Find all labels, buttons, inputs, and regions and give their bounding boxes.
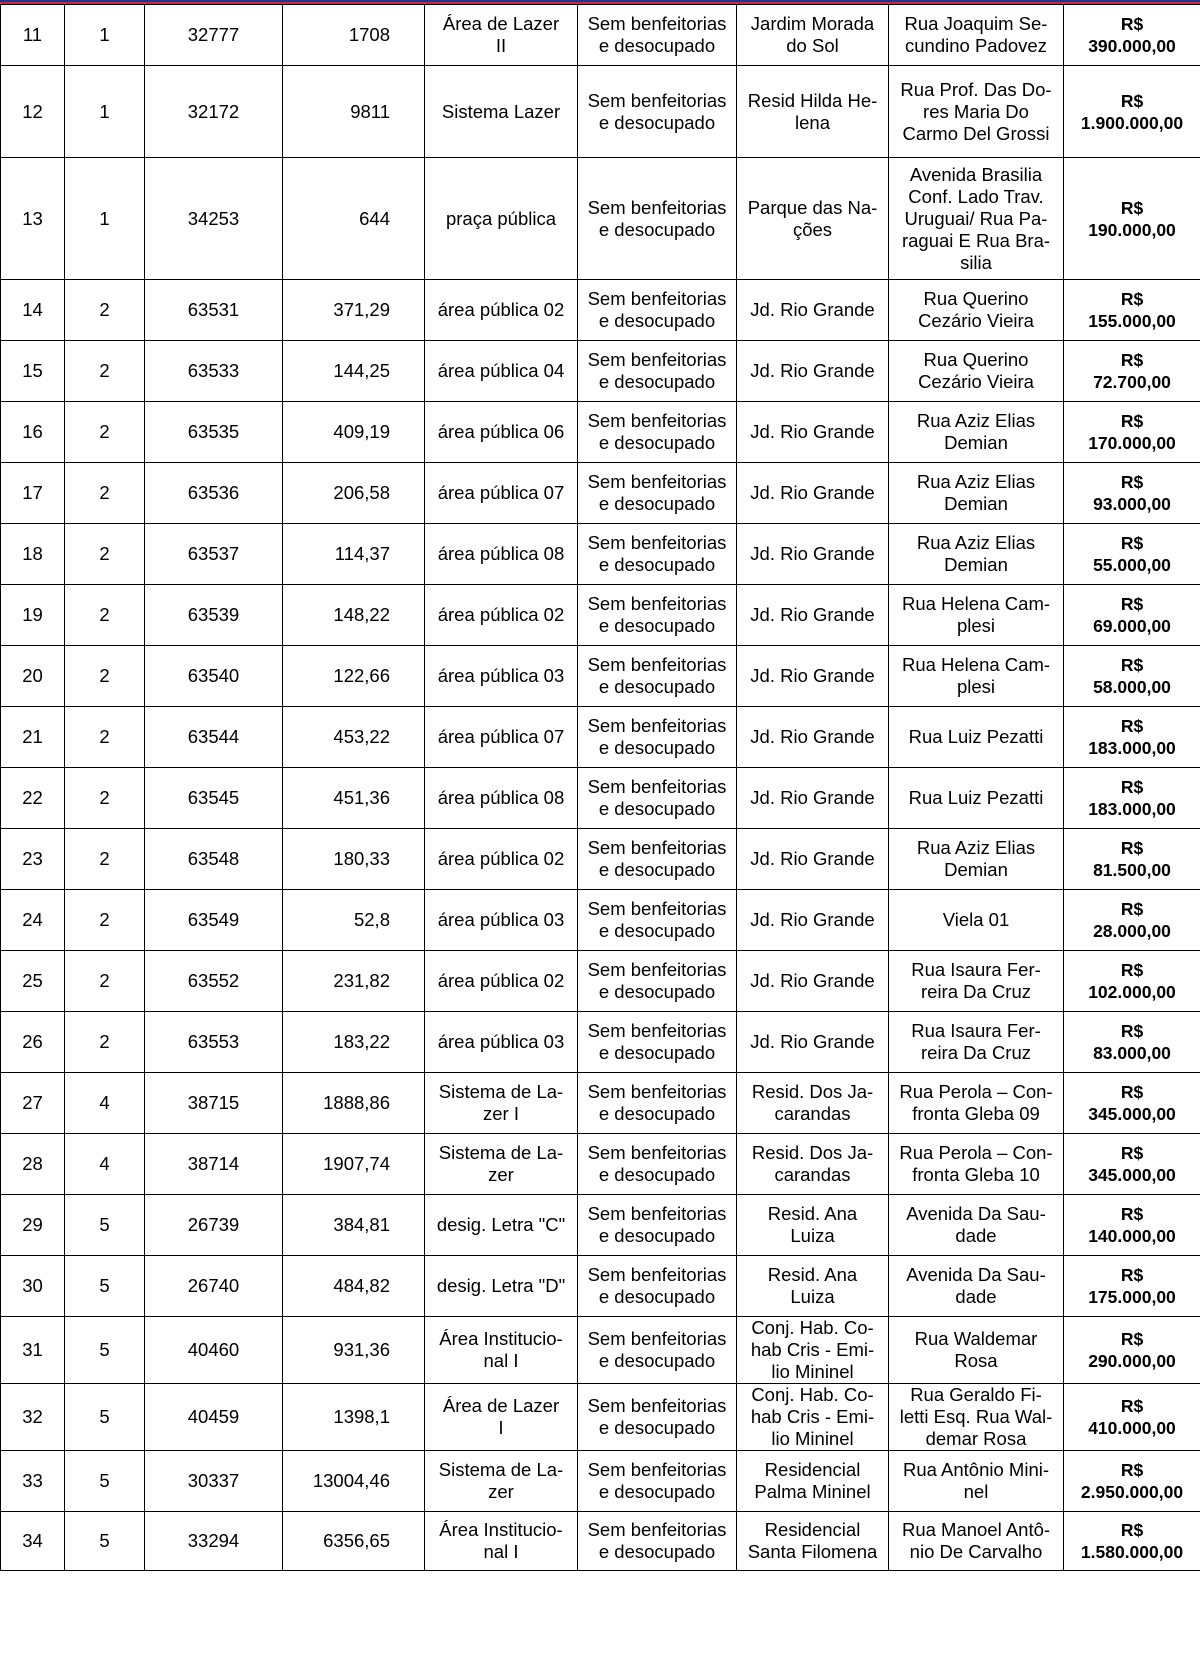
descricao-cell: área pública 02 — [425, 951, 578, 1012]
bairro-cell: Resid. Ana Luiza — [737, 1195, 889, 1256]
valor-cell: R$ 390.000,00 — [1064, 5, 1200, 66]
valor-cell: R$ 345.000,00 — [1064, 1073, 1200, 1134]
endereco-cell: Rua Luiz Pezatti — [889, 768, 1064, 829]
matricula-cell: 26740 — [145, 1256, 283, 1317]
table-row — [1, 646, 1200, 707]
bairro-cell: Jd. Rio Grande — [737, 890, 889, 951]
bairro-cell: Residencial Santa Filomena — [737, 1512, 889, 1571]
item-cell: 15 — [1, 341, 65, 402]
valor-cell: R$ 83.000,00 — [1064, 1012, 1200, 1073]
item-cell: 12 — [1, 66, 65, 158]
area-cell: 1888,86 — [283, 1073, 425, 1134]
descricao-cell: Sistema de La- zer — [425, 1134, 578, 1195]
item-cell: 13 — [1, 158, 65, 280]
valor-cell: R$ 102.000,00 — [1064, 951, 1200, 1012]
area-cell: 453,22 — [283, 707, 425, 768]
item-cell: 24 — [1, 890, 65, 951]
endereco-cell: Rua Isaura Fer- reira Da Cruz — [889, 951, 1064, 1012]
bairro-cell: Resid Hilda He- lena — [737, 66, 889, 158]
descricao-cell: desig. Letra "D" — [425, 1256, 578, 1317]
area-cell: 144,25 — [283, 341, 425, 402]
valor-cell: R$ 1.580.000,00 — [1064, 1512, 1200, 1571]
bairro-cell: Jd. Rio Grande — [737, 524, 889, 585]
item-cell: 20 — [1, 646, 65, 707]
situacao-cell: Sem benfeitorias e desocupado — [578, 1256, 737, 1317]
descricao-cell: área pública 02 — [425, 280, 578, 341]
area-cell: 231,82 — [283, 951, 425, 1012]
matricula-cell: 38714 — [145, 1134, 283, 1195]
matricula-cell: 63545 — [145, 768, 283, 829]
situacao-cell: Sem benfeitorias e desocupado — [578, 1134, 737, 1195]
item-cell: 23 — [1, 829, 65, 890]
table-row — [1, 66, 1200, 158]
area-cell: 114,37 — [283, 524, 425, 585]
situacao-cell: Sem benfeitorias e desocupado — [578, 463, 737, 524]
table-row — [1, 707, 1200, 768]
gleba-cell: 2 — [65, 280, 145, 341]
item-cell: 22 — [1, 768, 65, 829]
table-row — [1, 890, 1200, 951]
gleba-cell: 5 — [65, 1451, 145, 1512]
gleba-cell: 5 — [65, 1512, 145, 1571]
endereco-cell: Rua Querino Cezário Vieira — [889, 341, 1064, 402]
bairro-cell: Jd. Rio Grande — [737, 585, 889, 646]
valor-cell: R$ 183.000,00 — [1064, 707, 1200, 768]
area-cell: 644 — [283, 158, 425, 280]
area-cell: 484,82 — [283, 1256, 425, 1317]
descricao-cell: Sistema de La- zer I — [425, 1073, 578, 1134]
gleba-cell: 5 — [65, 1317, 145, 1384]
situacao-cell: Sem benfeitorias e desocupado — [578, 1317, 737, 1384]
endereco-cell: Rua Luiz Pezatti — [889, 707, 1064, 768]
situacao-cell: Sem benfeitorias e desocupado — [578, 829, 737, 890]
table-row — [1, 1512, 1200, 1571]
endereco-cell: Rua Helena Cam- plesi — [889, 646, 1064, 707]
item-cell: 34 — [1, 1512, 65, 1571]
situacao-cell: Sem benfeitorias e desocupado — [578, 1195, 737, 1256]
table-row — [1, 585, 1200, 646]
item-cell: 29 — [1, 1195, 65, 1256]
table-row — [1, 1134, 1200, 1195]
area-cell: 451,36 — [283, 768, 425, 829]
endereco-cell: Rua Perola – Con- fronta Gleba 09 — [889, 1073, 1064, 1134]
endereco-cell: Rua Aziz Elias Demian — [889, 463, 1064, 524]
situacao-cell: Sem benfeitorias e desocupado — [578, 646, 737, 707]
gleba-cell: 2 — [65, 1012, 145, 1073]
descricao-cell: área pública 02 — [425, 829, 578, 890]
descricao-cell: área pública 07 — [425, 707, 578, 768]
area-cell: 180,33 — [283, 829, 425, 890]
valor-cell: R$ 58.000,00 — [1064, 646, 1200, 707]
endereco-cell: Rua Aziz Elias Demian — [889, 402, 1064, 463]
area-cell: 206,58 — [283, 463, 425, 524]
descricao-cell: área pública 07 — [425, 463, 578, 524]
valor-cell: R$ 170.000,00 — [1064, 402, 1200, 463]
item-cell: 16 — [1, 402, 65, 463]
situacao-cell: Sem benfeitorias e desocupado — [578, 1073, 737, 1134]
valor-cell: R$ 93.000,00 — [1064, 463, 1200, 524]
gleba-cell: 1 — [65, 5, 145, 66]
table-row — [1, 768, 1200, 829]
situacao-cell: Sem benfeitorias e desocupado — [578, 1012, 737, 1073]
table-row — [1, 1012, 1200, 1073]
valor-cell: R$ 55.000,00 — [1064, 524, 1200, 585]
area-cell: 183,22 — [283, 1012, 425, 1073]
situacao-cell: Sem benfeitorias e desocupado — [578, 524, 737, 585]
situacao-cell: Sem benfeitorias e desocupado — [578, 158, 737, 280]
table-row — [1, 402, 1200, 463]
table-row — [1, 1195, 1200, 1256]
item-cell: 30 — [1, 1256, 65, 1317]
matricula-cell: 63539 — [145, 585, 283, 646]
situacao-cell: Sem benfeitorias e desocupado — [578, 768, 737, 829]
item-cell: 27 — [1, 1073, 65, 1134]
valor-cell: R$ 155.000,00 — [1064, 280, 1200, 341]
bairro-cell: Jd. Rio Grande — [737, 829, 889, 890]
bairro-cell: Jd. Rio Grande — [737, 402, 889, 463]
valor-cell: R$ 410.000,00 — [1064, 1384, 1200, 1451]
valor-cell: R$ 175.000,00 — [1064, 1256, 1200, 1317]
descricao-cell: área pública 04 — [425, 341, 578, 402]
endereco-cell: Rua Prof. Das Do- res Maria Do Carmo Del Grossi — [889, 66, 1064, 158]
table-row — [1, 1256, 1200, 1317]
valor-cell: R$ 345.000,00 — [1064, 1134, 1200, 1195]
area-cell: 1907,74 — [283, 1134, 425, 1195]
matricula-cell: 63537 — [145, 524, 283, 585]
valor-cell: R$ 290.000,00 — [1064, 1317, 1200, 1384]
endereco-cell: Rua Aziz Elias Demian — [889, 829, 1064, 890]
item-cell: 11 — [1, 5, 65, 66]
valor-cell: R$ 183.000,00 — [1064, 768, 1200, 829]
bairro-cell: Parque das Na- ções — [737, 158, 889, 280]
endereco-cell: Rua Helena Cam- plesi — [889, 585, 1064, 646]
valor-cell: R$ 81.500,00 — [1064, 829, 1200, 890]
bairro-cell: Residencial Palma Mininel — [737, 1451, 889, 1512]
matricula-cell: 26739 — [145, 1195, 283, 1256]
valor-cell: R$ 190.000,00 — [1064, 158, 1200, 280]
endereco-cell: Rua Manoel Antô- nio De Carvalho — [889, 1512, 1064, 1571]
endereco-cell: Rua Geraldo Fi- letti Esq. Rua Wal- demar Rosa — [889, 1384, 1064, 1451]
gleba-cell: 2 — [65, 585, 145, 646]
valor-cell: R$ 140.000,00 — [1064, 1195, 1200, 1256]
situacao-cell: Sem benfeitorias e desocupado — [578, 951, 737, 1012]
item-cell: 19 — [1, 585, 65, 646]
table-row — [1, 341, 1200, 402]
matricula-cell: 32172 — [145, 66, 283, 158]
matricula-cell: 63536 — [145, 463, 283, 524]
descricao-cell: área pública 08 — [425, 768, 578, 829]
matricula-cell: 63533 — [145, 341, 283, 402]
area-cell: 6356,65 — [283, 1512, 425, 1571]
descricao-cell: área pública 03 — [425, 890, 578, 951]
table-row — [1, 280, 1200, 341]
descricao-cell: área pública 03 — [425, 646, 578, 707]
descricao-cell: área pública 03 — [425, 1012, 578, 1073]
descricao-cell: área pública 02 — [425, 585, 578, 646]
gleba-cell: 1 — [65, 66, 145, 158]
area-cell: 148,22 — [283, 585, 425, 646]
endereco-cell: Rua Querino Cezário Vieira — [889, 280, 1064, 341]
bairro-cell: Jd. Rio Grande — [737, 646, 889, 707]
gleba-cell: 2 — [65, 768, 145, 829]
matricula-cell: 33294 — [145, 1512, 283, 1571]
endereco-cell: Viela 01 — [889, 890, 1064, 951]
bairro-cell: Resid. Dos Ja- carandas — [737, 1073, 889, 1134]
area-cell: 1708 — [283, 5, 425, 66]
matricula-cell: 63544 — [145, 707, 283, 768]
gleba-cell: 1 — [65, 158, 145, 280]
endereco-cell: Avenida Da Sau- dade — [889, 1195, 1064, 1256]
item-cell: 33 — [1, 1451, 65, 1512]
area-cell: 122,66 — [283, 646, 425, 707]
descricao-cell: área pública 06 — [425, 402, 578, 463]
valor-cell: R$ 2.950.000,00 — [1064, 1451, 1200, 1512]
matricula-cell: 32777 — [145, 5, 283, 66]
item-cell: 31 — [1, 1317, 65, 1384]
table-body — [1, 5, 1200, 1571]
bairro-cell: Jardim Morada do Sol — [737, 5, 889, 66]
area-cell: 384,81 — [283, 1195, 425, 1256]
descricao-cell: praça pública — [425, 158, 578, 280]
item-cell: 26 — [1, 1012, 65, 1073]
bairro-cell: Jd. Rio Grande — [737, 341, 889, 402]
endereco-cell: Rua Aziz Elias Demian — [889, 524, 1064, 585]
gleba-cell: 2 — [65, 890, 145, 951]
area-cell: 13004,46 — [283, 1451, 425, 1512]
situacao-cell: Sem benfeitorias e desocupado — [578, 66, 737, 158]
area-cell: 409,19 — [283, 402, 425, 463]
descricao-cell: Área de Lazer I — [425, 1384, 578, 1451]
item-cell: 28 — [1, 1134, 65, 1195]
area-cell: 52,8 — [283, 890, 425, 951]
bairro-cell: Jd. Rio Grande — [737, 707, 889, 768]
gleba-cell: 2 — [65, 829, 145, 890]
situacao-cell: Sem benfeitorias e desocupado — [578, 890, 737, 951]
matricula-cell: 40460 — [145, 1317, 283, 1384]
endereco-cell: Rua Perola – Con- fronta Gleba 10 — [889, 1134, 1064, 1195]
item-cell: 25 — [1, 951, 65, 1012]
table-row — [1, 829, 1200, 890]
area-cell: 931,36 — [283, 1317, 425, 1384]
endereco-cell: Rua Waldemar Rosa — [889, 1317, 1064, 1384]
matricula-cell: 40459 — [145, 1384, 283, 1451]
gleba-cell: 5 — [65, 1256, 145, 1317]
bairro-cell: Jd. Rio Grande — [737, 951, 889, 1012]
bairro-cell: Resid. Dos Ja- carandas — [737, 1134, 889, 1195]
area-cell: 1398,1 — [283, 1384, 425, 1451]
endereco-cell: Avenida Brasilia Conf. Lado Trav. Uruguai/ Rua Pa- raguai E Rua Bra- silia — [889, 158, 1064, 280]
table-row — [1, 5, 1200, 66]
item-cell: 17 — [1, 463, 65, 524]
descricao-cell: Sistema de La- zer — [425, 1451, 578, 1512]
matricula-cell: 34253 — [145, 158, 283, 280]
valor-cell: R$ 28.000,00 — [1064, 890, 1200, 951]
gleba-cell: 2 — [65, 707, 145, 768]
situacao-cell: Sem benfeitorias e desocupado — [578, 1384, 737, 1451]
bairro-cell: Jd. Rio Grande — [737, 1012, 889, 1073]
table-row — [1, 1384, 1200, 1451]
gleba-cell: 2 — [65, 646, 145, 707]
situacao-cell: Sem benfeitorias e desocupado — [578, 5, 737, 66]
bairro-cell: Conj. Hab. Co- hab Cris - Emi- lio Mininel — [737, 1384, 889, 1451]
table-row — [1, 1073, 1200, 1134]
valor-cell: R$ 72.700,00 — [1064, 341, 1200, 402]
matricula-cell: 63552 — [145, 951, 283, 1012]
endereco-cell: Rua Joaquim Se- cundino Padovez — [889, 5, 1064, 66]
table-row — [1, 463, 1200, 524]
area-cell: 371,29 — [283, 280, 425, 341]
bairro-cell: Jd. Rio Grande — [737, 768, 889, 829]
table-row — [1, 524, 1200, 585]
matricula-cell: 63531 — [145, 280, 283, 341]
gleba-cell: 2 — [65, 463, 145, 524]
gleba-cell: 2 — [65, 341, 145, 402]
descricao-cell: Área de Lazer II — [425, 5, 578, 66]
item-cell: 18 — [1, 524, 65, 585]
gleba-cell: 5 — [65, 1384, 145, 1451]
situacao-cell: Sem benfeitorias e desocupado — [578, 280, 737, 341]
bairro-cell: Conj. Hab. Co- hab Cris - Emi- lio Mininel — [737, 1317, 889, 1384]
area-cell: 9811 — [283, 66, 425, 158]
situacao-cell: Sem benfeitorias e desocupado — [578, 1451, 737, 1512]
situacao-cell: Sem benfeitorias e desocupado — [578, 341, 737, 402]
gleba-cell: 2 — [65, 524, 145, 585]
gleba-cell: 4 — [65, 1134, 145, 1195]
descricao-cell: desig. Letra "C" — [425, 1195, 578, 1256]
valor-cell: R$ 1.900.000,00 — [1064, 66, 1200, 158]
item-cell: 21 — [1, 707, 65, 768]
table-row — [1, 1451, 1200, 1512]
item-cell: 14 — [1, 280, 65, 341]
gleba-cell: 5 — [65, 1195, 145, 1256]
valor-cell: R$ 69.000,00 — [1064, 585, 1200, 646]
gleba-cell: 4 — [65, 1073, 145, 1134]
bairro-cell: Jd. Rio Grande — [737, 463, 889, 524]
situacao-cell: Sem benfeitorias e desocupado — [578, 707, 737, 768]
descricao-cell: área pública 08 — [425, 524, 578, 585]
matricula-cell: 30337 — [145, 1451, 283, 1512]
descricao-cell: Sistema Lazer — [425, 66, 578, 158]
situacao-cell: Sem benfeitorias e desocupado — [578, 402, 737, 463]
gleba-cell: 2 — [65, 402, 145, 463]
endereco-cell: Rua Isaura Fer- reira Da Cruz — [889, 1012, 1064, 1073]
situacao-cell: Sem benfeitorias e desocupado — [578, 585, 737, 646]
descricao-cell: Área Institucio- nal I — [425, 1317, 578, 1384]
item-cell: 32 — [1, 1384, 65, 1451]
table-row — [1, 158, 1200, 280]
endereco-cell: Rua Antônio Mini- nel — [889, 1451, 1064, 1512]
matricula-cell: 63535 — [145, 402, 283, 463]
table-row — [1, 1317, 1200, 1384]
property-table — [0, 4, 1200, 1571]
matricula-cell: 63549 — [145, 890, 283, 951]
table-row — [1, 951, 1200, 1012]
descricao-cell: Área Institucio- nal I — [425, 1512, 578, 1571]
gleba-cell: 2 — [65, 951, 145, 1012]
bairro-cell: Resid. Ana Luiza — [737, 1256, 889, 1317]
bairro-cell: Jd. Rio Grande — [737, 280, 889, 341]
situacao-cell: Sem benfeitorias e desocupado — [578, 1512, 737, 1571]
matricula-cell: 63553 — [145, 1012, 283, 1073]
matricula-cell: 38715 — [145, 1073, 283, 1134]
endereco-cell: Avenida Da Sau- dade — [889, 1256, 1064, 1317]
matricula-cell: 63540 — [145, 646, 283, 707]
matricula-cell: 63548 — [145, 829, 283, 890]
